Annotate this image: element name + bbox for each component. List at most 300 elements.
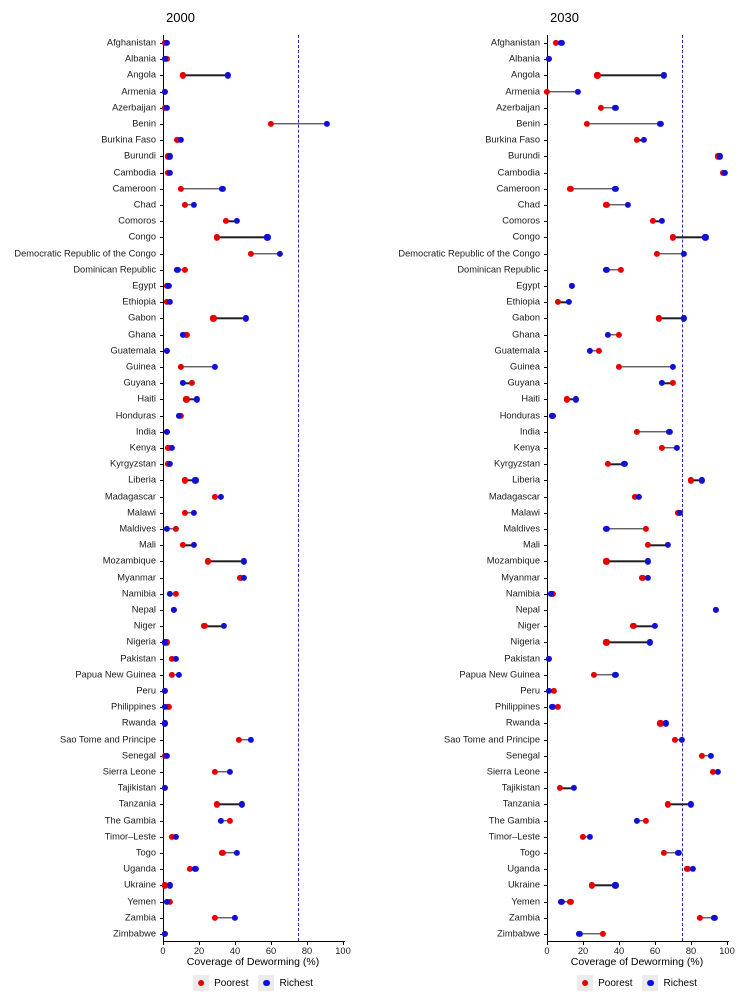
dumbbell-connector <box>271 123 327 124</box>
dumbbell-connector <box>619 366 673 367</box>
country-label: Philippines <box>495 701 540 712</box>
x-tick <box>691 942 692 945</box>
country-label: Sierra Leone <box>102 766 156 777</box>
y-tick <box>544 529 547 530</box>
x-tick <box>307 942 308 945</box>
y-tick <box>160 626 163 627</box>
y-tick <box>544 205 547 206</box>
country-label: Azerbaijan <box>112 102 156 113</box>
richest-dot <box>241 575 247 581</box>
country-label: Liberia <box>512 474 540 485</box>
richest-dot <box>164 348 170 354</box>
country-label: Niger <box>133 620 156 631</box>
poorest-dot <box>659 445 665 451</box>
y-tick <box>544 237 547 238</box>
y-tick <box>544 156 547 157</box>
richest-dot <box>625 202 631 208</box>
y-axis-line <box>547 35 548 941</box>
country-label: Zimbabwe <box>113 928 156 939</box>
country-label: Timor–Leste <box>104 831 156 842</box>
panel-title-2000: 2000 <box>166 10 195 25</box>
richest-dot <box>324 121 330 127</box>
poorest-dot <box>643 526 649 532</box>
y-tick <box>544 626 547 627</box>
x-axis-line <box>163 941 345 942</box>
richest-dot <box>162 688 168 694</box>
country-label: Armenia <box>505 85 540 96</box>
y-tick <box>544 416 547 417</box>
richest-dot <box>645 575 651 581</box>
richest-dot <box>167 299 173 305</box>
poorest-dot <box>180 72 186 78</box>
x-tick <box>235 942 236 945</box>
y-tick <box>160 578 163 579</box>
legend-key <box>193 975 209 991</box>
poorest-dot <box>661 850 667 856</box>
richest-dot <box>708 753 714 759</box>
richest-dot <box>674 445 680 451</box>
country-label: Liberia <box>128 474 156 485</box>
y-tick <box>160 480 163 481</box>
richest-dot <box>549 704 555 710</box>
poorest-dot <box>564 396 570 402</box>
y-tick <box>544 221 547 222</box>
country-label: Senegal <box>505 750 540 761</box>
country-label: Rwanda <box>121 717 156 728</box>
country-label: Gabon <box>512 312 540 323</box>
poorest-dot <box>201 623 207 629</box>
country-label: Togo <box>135 847 156 858</box>
country-label: Benin <box>132 118 156 129</box>
richest-dot <box>573 396 579 402</box>
richest-dot <box>688 801 694 807</box>
country-label: Zambia <box>508 912 540 923</box>
y-axis-line <box>163 35 164 941</box>
richest-dot <box>665 542 671 548</box>
richest-dot <box>612 105 618 111</box>
country-label: Kenya <box>513 442 540 453</box>
richest-dot <box>612 672 618 678</box>
y-tick <box>160 254 163 255</box>
legend-item-richest <box>259 975 313 991</box>
dumbbell-connector <box>606 528 646 529</box>
dumbbell-connector <box>570 188 615 189</box>
y-tick <box>544 934 547 935</box>
richest-dot <box>173 834 179 840</box>
x-tick <box>547 942 548 945</box>
richest-dot <box>715 769 721 775</box>
country-label: Haiti <box>521 393 540 404</box>
country-label: Sao Tome and Principe <box>60 733 156 744</box>
poorest-dot <box>670 380 676 386</box>
country-label: Niger <box>517 620 540 631</box>
country-label: Uganda <box>123 863 156 874</box>
country-label: Tajikistan <box>117 782 156 793</box>
country-label: Namibia <box>505 588 540 599</box>
poorest-dot <box>616 332 622 338</box>
y-tick <box>544 740 547 741</box>
poorest-dot <box>598 105 604 111</box>
y-tick <box>160 75 163 76</box>
y-tick <box>160 659 163 660</box>
country-label: Zimbabwe <box>497 928 540 939</box>
country-label: Tanzania <box>502 798 540 809</box>
y-tick <box>544 642 547 643</box>
y-tick <box>544 464 547 465</box>
y-tick <box>544 286 547 287</box>
y-tick <box>160 335 163 336</box>
poorest-dot <box>555 299 561 305</box>
country-label: Philippines <box>111 701 156 712</box>
y-tick <box>544 383 547 384</box>
country-label: Yemen <box>127 895 156 906</box>
legend-key <box>643 975 659 991</box>
richest-dot <box>603 267 609 273</box>
poorest-dot <box>605 461 611 467</box>
country-label: Myanmar <box>117 571 156 582</box>
y-tick <box>160 497 163 498</box>
y-tick <box>160 237 163 238</box>
poorest-dot <box>630 623 636 629</box>
y-tick <box>160 545 163 546</box>
country-label: Zambia <box>124 912 156 923</box>
x-tick-label: 80 <box>301 946 313 956</box>
country-label: Papua New Guinea <box>459 669 540 680</box>
richest-dot <box>569 283 575 289</box>
country-label: Dominican Republic <box>457 264 540 275</box>
country-label: Mali <box>522 539 540 550</box>
poorest-dot <box>567 186 573 192</box>
poorest-dot <box>600 931 606 937</box>
richest-dot <box>241 558 247 564</box>
dumbbell-connector <box>587 123 661 124</box>
richest-dot <box>162 720 168 726</box>
country-label: Nigeria <box>126 636 156 647</box>
dumbbell-connector <box>181 366 215 367</box>
legend-item-poorest <box>193 975 248 991</box>
poorest-dot <box>654 251 660 257</box>
richest-dot <box>652 623 658 629</box>
country-label: Pakistan <box>504 652 540 663</box>
richest-dot <box>234 850 240 856</box>
richest-dot <box>212 364 218 370</box>
y-tick <box>544 902 547 903</box>
poorest-dot <box>584 121 590 127</box>
y-tick <box>160 837 163 838</box>
country-label: Pakistan <box>120 652 156 663</box>
richest-dot <box>641 137 647 143</box>
y-tick <box>544 675 547 676</box>
poorest-dot <box>227 818 233 824</box>
dumbbell-connector <box>217 237 267 238</box>
y-tick <box>544 43 547 44</box>
poorest-dot <box>173 591 179 597</box>
richest-dot <box>167 461 173 467</box>
y-tick <box>160 561 163 562</box>
x-tick-label: 0 <box>544 946 550 956</box>
poorest-dot <box>670 234 676 240</box>
poorest-dot <box>616 364 622 370</box>
richest-dot <box>174 267 180 273</box>
legend-label-poorest: Poorest <box>598 977 633 989</box>
country-label: Madagascar <box>104 490 156 501</box>
poorest-dot <box>182 510 188 516</box>
richest-dot <box>566 299 572 305</box>
richest-dot <box>169 445 175 451</box>
y-tick <box>160 869 163 870</box>
richest-dot <box>248 737 254 743</box>
richest-dot <box>558 899 564 905</box>
country-label: Afghanistan <box>106 37 156 48</box>
poorest-dot <box>223 218 229 224</box>
country-label: Timor–Leste <box>488 831 540 842</box>
legend-key <box>259 975 275 991</box>
richest-dot <box>612 882 618 888</box>
y-tick <box>544 578 547 579</box>
country-label: Afghanistan <box>490 37 540 48</box>
x-axis-title-right: Coverage of Deworming (%) <box>570 956 704 968</box>
country-label: The Gambia <box>488 814 540 825</box>
poorest-dot <box>596 348 602 354</box>
country-label: Albania <box>124 53 156 64</box>
richest-dot <box>670 364 676 370</box>
y-tick <box>160 399 163 400</box>
richest-dot <box>587 348 593 354</box>
y-tick <box>160 513 163 514</box>
x-tick-label: 20 <box>193 946 205 956</box>
poorest-dot <box>180 542 186 548</box>
dumbbell-connector <box>251 253 280 254</box>
y-tick <box>160 740 163 741</box>
poorest-dot <box>603 202 609 208</box>
country-label: Sierra Leone <box>486 766 540 777</box>
y-tick <box>544 869 547 870</box>
poorest-dot <box>672 737 678 743</box>
country-label: Azerbaijan <box>496 102 540 113</box>
dumbbell-connector <box>208 561 244 562</box>
poorest-dot <box>665 801 671 807</box>
country-label: Guyana <box>507 377 540 388</box>
panel-title-2030: 2030 <box>550 10 579 25</box>
y-tick <box>160 821 163 822</box>
poorest-dot <box>555 704 561 710</box>
y-tick <box>544 318 547 319</box>
richest-dot <box>221 623 227 629</box>
richest-dot <box>576 931 582 937</box>
y-tick <box>544 610 547 611</box>
y-tick <box>160 416 163 417</box>
poorest-dot <box>268 121 274 127</box>
country-label: Angola <box>127 69 156 80</box>
richest-dot-icon <box>647 980 653 986</box>
poorest-dot-icon <box>582 980 588 986</box>
country-label: Nigeria <box>510 636 540 647</box>
country-label: Chad <box>133 199 156 210</box>
richest-dot <box>218 494 224 500</box>
country-label: Honduras <box>115 409 156 420</box>
country-label: Ghana <box>128 328 156 339</box>
richest-dot <box>546 656 552 662</box>
x-tick <box>727 942 728 945</box>
richest-dot <box>587 834 593 840</box>
poorest-dot <box>589 882 595 888</box>
x-tick-label: 20 <box>577 946 589 956</box>
country-label: Rwanda <box>505 717 540 728</box>
richest-dot <box>164 753 170 759</box>
y-tick <box>544 140 547 141</box>
country-label: Peru <box>520 685 540 696</box>
richest-dot <box>575 89 581 95</box>
country-label: Egypt <box>132 280 156 291</box>
country-label: Mali <box>138 539 156 550</box>
country-label: Chad <box>517 199 540 210</box>
richest-dot <box>690 866 696 872</box>
x-tick-label: 80 <box>685 946 697 956</box>
legend-key <box>577 975 593 991</box>
country-label: Egypt <box>516 280 540 291</box>
poorest-dot <box>656 315 662 321</box>
y-tick <box>160 918 163 919</box>
country-label: Peru <box>136 685 156 696</box>
richest-dot <box>647 639 653 645</box>
richest-dot <box>234 218 240 224</box>
country-label: The Gambia <box>104 814 156 825</box>
richest-dot <box>219 186 225 192</box>
richest-dot <box>702 234 708 240</box>
richest-dot <box>264 234 270 240</box>
richest-dot <box>681 251 687 257</box>
y-tick <box>160 173 163 174</box>
richest-dot <box>232 915 238 921</box>
y-tick <box>160 448 163 449</box>
y-tick <box>544 497 547 498</box>
richest-dot <box>679 737 685 743</box>
country-label: Burkina Faso <box>101 134 156 145</box>
richest-dot <box>546 688 552 694</box>
country-label: Burundi <box>123 150 156 161</box>
country-label: Kyrgyzstan <box>494 458 540 469</box>
y-tick <box>160 853 163 854</box>
country-label: Armenia <box>121 85 156 96</box>
y-tick <box>160 675 163 676</box>
y-tick <box>544 432 547 433</box>
poorest-dot <box>236 737 242 743</box>
richest-dot <box>659 380 665 386</box>
y-tick <box>160 156 163 157</box>
poorest-dot <box>212 915 218 921</box>
poorest-dot <box>182 267 188 273</box>
y-tick <box>160 772 163 773</box>
country-label: Comoros <box>118 215 156 226</box>
country-label: Ukraine <box>123 879 156 890</box>
richest-dot <box>717 153 723 159</box>
country-label: Benin <box>516 118 540 129</box>
y-tick <box>544 108 547 109</box>
country-label: Congo <box>512 231 540 242</box>
poorest-dot <box>699 753 705 759</box>
poorest-dot <box>697 915 703 921</box>
richest-dot <box>666 429 672 435</box>
dumbbell-connector <box>597 75 664 76</box>
country-label: Kenya <box>129 442 156 453</box>
y-tick <box>544 788 547 789</box>
legend-label-richest: Richest <box>663 977 697 989</box>
legend-item-richest <box>643 975 697 991</box>
y-tick <box>544 723 547 724</box>
country-label: Malawi <box>127 507 156 518</box>
richest-dot <box>571 785 577 791</box>
richest-dot <box>164 105 170 111</box>
dumbbell-connector <box>547 91 578 92</box>
richest-dot <box>164 429 170 435</box>
poorest-dot <box>557 785 563 791</box>
richest-dot <box>675 850 681 856</box>
poorest-dot <box>183 396 189 402</box>
poorest-dot <box>214 801 220 807</box>
y-tick <box>544 804 547 805</box>
poorest-dot <box>603 639 609 645</box>
reference-line-75 <box>682 35 683 941</box>
country-label: Maldives <box>503 523 540 534</box>
country-label: Haiti <box>137 393 156 404</box>
poorest-dot <box>169 672 175 678</box>
richest-dot <box>549 413 555 419</box>
country-label: Cameroon <box>112 183 156 194</box>
y-tick <box>544 173 547 174</box>
poorest-dot <box>205 558 211 564</box>
richest-dot <box>612 186 618 192</box>
y-tick <box>544 918 547 919</box>
country-label: Ethiopia <box>506 296 540 307</box>
x-axis-title-left: Coverage of Deworming (%) <box>186 956 320 968</box>
poorest-dot-icon <box>198 980 204 986</box>
y-tick <box>160 367 163 368</box>
country-label: Gabon <box>128 312 156 323</box>
country-label: India <box>135 426 156 437</box>
country-label: Togo <box>519 847 540 858</box>
y-tick <box>160 318 163 319</box>
dumbbell-connector <box>673 237 705 238</box>
y-tick <box>544 821 547 822</box>
richest-dot <box>162 785 168 791</box>
richest-dot <box>180 380 186 386</box>
legend-label-poorest: Poorest <box>214 977 249 989</box>
poorest-dot <box>182 202 188 208</box>
poorest-dot <box>650 218 656 224</box>
richest-dot <box>558 40 564 46</box>
country-label: Guatemala <box>110 345 156 356</box>
richest-dot <box>711 915 717 921</box>
country-label: Congo <box>128 231 156 242</box>
x-tick <box>163 942 164 945</box>
x-tick-label: 40 <box>229 946 241 956</box>
poorest-dot <box>634 137 640 143</box>
country-label: India <box>519 426 540 437</box>
y-tick <box>544 545 547 546</box>
richest-dot <box>713 607 719 613</box>
x-tick-label: 100 <box>335 946 351 956</box>
y-tick <box>544 707 547 708</box>
richest-dot <box>176 672 182 678</box>
x-tick-label: 60 <box>265 946 277 956</box>
y-tick <box>160 804 163 805</box>
richest-dot <box>191 202 197 208</box>
x-axis-line <box>547 941 729 942</box>
y-tick <box>544 885 547 886</box>
x-tick <box>199 942 200 945</box>
y-tick <box>544 513 547 514</box>
y-tick <box>544 367 547 368</box>
